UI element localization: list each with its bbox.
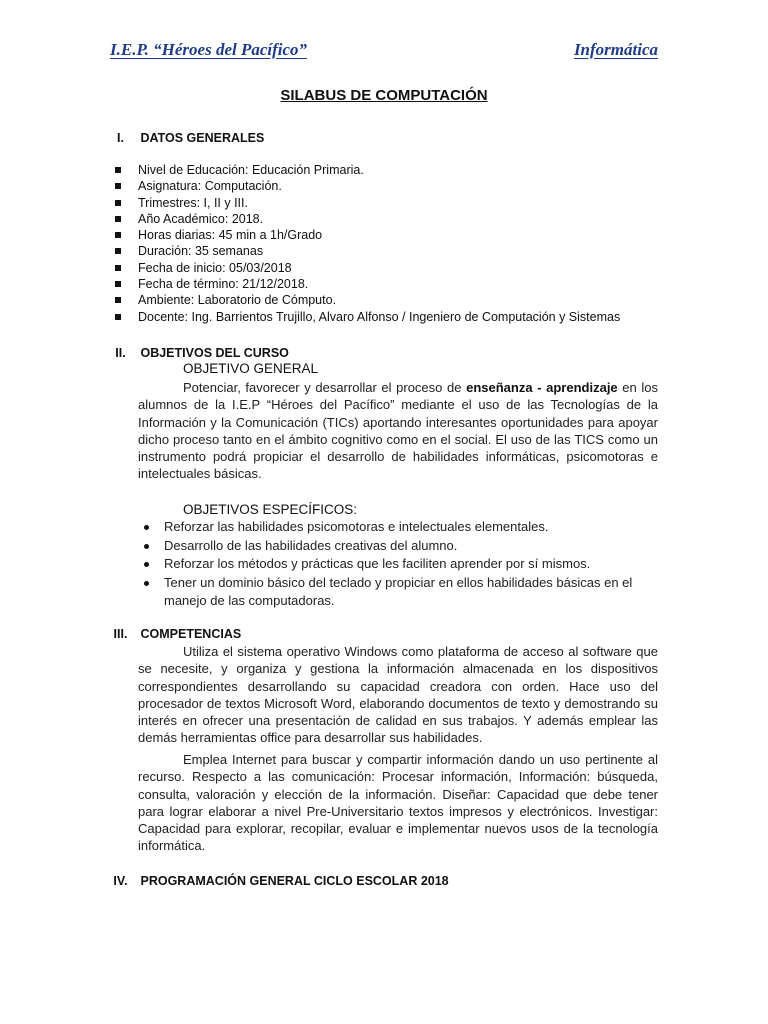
list-item (113, 195, 620, 211)
field-value: Laboratorio de Cómputo. (194, 293, 337, 308)
field-label: Horas diarias: (138, 228, 216, 243)
square-bullet-icon (115, 216, 121, 222)
document-title: SILABUS DE COMPUTACIÓN (280, 87, 488, 104)
section-title: OBJETIVOS DEL CURSO (140, 346, 289, 360)
square-bullet-icon (115, 232, 121, 238)
square-bullet-icon (115, 183, 121, 189)
list-item (113, 309, 620, 325)
competencias-paragraph-1: Utiliza el sistema operativo Windows como plataforma de acceso al software que se necesite, y organiza y gestiona la información almacenada en los dispositivos correspondientes desarrollando su capacidad creadora con orden. Hace uso del procesador de textos Microsoft Word, elaborando documentos de texto y demostrando su interés en ofrecer una presentación de calidad en sus trabajos. Y además emplear las demás herramientas office para desarrollar sus habilidades. (138, 644, 658, 746)
square-bullet-icon (115, 297, 121, 303)
objetivos-especificos-list (138, 518, 658, 611)
field-label: Docente: (138, 309, 189, 324)
list-item (113, 227, 620, 243)
paragraph-text: Potenciar, favorecer y desarrollar el proceso de (183, 380, 467, 395)
field-value: 05/03/2018 (225, 260, 292, 275)
field-label: Fecha de término: (138, 277, 239, 292)
bullet-icon (144, 525, 149, 530)
list-item (113, 260, 620, 276)
bullet-icon (144, 544, 149, 549)
square-bullet-icon (115, 248, 121, 254)
list-item-text: Tener un dominio básico del teclado y propiciar en ellos habilidades básicas en el manejo de las computadoras. (164, 574, 633, 608)
school-name-header: I.E.P. “Héroes del Pacífico” (110, 40, 308, 59)
section-heading-competencias (104, 627, 241, 641)
field-value: Ing. Barrientos Trujillo, Alvaro Alfonso / Ingeniero de Computación y Sistemas (188, 309, 621, 324)
square-bullet-icon (115, 281, 121, 287)
list-item (138, 518, 658, 537)
list-item (138, 574, 658, 611)
section-number: IV. (113, 874, 128, 888)
list-item-text: Desarrollo de las habilidades creativas del alumno. (164, 537, 458, 553)
section-title: PROGRAMACIÓN GENERAL CICLO ESCOLAR 2018 (140, 874, 449, 888)
field-value: 35 semanas (191, 244, 264, 259)
section-title: COMPETENCIAS (140, 627, 242, 641)
objetivos-especificos-heading: OBJETIVOS ESPECÍFICOS: (183, 502, 358, 517)
bullet-icon (144, 581, 149, 586)
section-number: I. (117, 131, 124, 145)
section-number: II. (115, 346, 126, 360)
section-heading-objetivos (104, 346, 289, 360)
list-item (113, 243, 620, 259)
field-label: Año Académico: (138, 211, 229, 226)
field-label: Trimestres: (138, 195, 201, 210)
list-item (113, 292, 620, 308)
list-item (113, 276, 620, 292)
section-heading-datos (104, 131, 264, 145)
bullet-icon (144, 562, 149, 567)
competencias-paragraph-2: Emplea Internet para buscar y compartir información dando un uso pertinente al recurso. Respecto a las comunicación: Procesar información, Información: búsqueda, consulta, valoración y elección de la información. Diseñar: Capacidad que debe tener para lograr elaborar a nivel Pre-Universitario textos impresos y electrónicos. Investigar: Capacidad para explorar, recopilar, evaluar e implementar nuevos usos de la tecnología informática. (138, 752, 658, 854)
list-item (113, 162, 620, 178)
list-item (138, 555, 658, 574)
field-value: 2018. (228, 211, 264, 226)
paragraph-text: en los alumnos de la I.E.P “Héroes del Pacífico” mediante el uso de las Tecnologías de la Información y la Comunicación (TICs) aportando interesantes oportunidades para apoyar dicho proceso tanto en el ámbito cognitivo como en el social. El uso de las TICS como un instrumento podrá propiciar el desarrollo de habilidades informáticas, psicomotoras e intelectuales básicas. (138, 380, 658, 482)
field-label: Ambiente: (138, 293, 195, 308)
section-title: DATOS GENERALES (140, 131, 265, 145)
square-bullet-icon (115, 167, 121, 173)
square-bullet-icon (115, 265, 121, 271)
list-item (113, 211, 620, 227)
field-value: 45 min a 1h/Grado (215, 228, 323, 243)
field-value: I, II y III. (200, 195, 248, 210)
datos-generales-list (113, 162, 620, 325)
section-number: III. (113, 627, 128, 641)
list-item-text: Reforzar las habilidades psicomotoras e intelectuales elementales. (164, 519, 549, 534)
objetivo-general-paragraph (138, 379, 658, 483)
field-value: Computación. (201, 179, 282, 194)
square-bullet-icon (115, 314, 121, 320)
list-item (113, 178, 620, 194)
field-value: Educación Primaria. (248, 163, 364, 177)
square-bullet-icon (115, 200, 121, 206)
field-label: Asignatura: (138, 179, 202, 194)
field-label: Fecha de inicio: (138, 260, 226, 275)
field-label: Duración: (138, 244, 192, 259)
list-item (138, 537, 658, 556)
field-label: Nivel de Educación: (138, 163, 249, 177)
section-heading-programacion (104, 874, 449, 888)
subject-header: Informática (573, 40, 658, 59)
emphasis-text: enseñanza - aprendizaje (466, 380, 618, 395)
field-value: 21/12/2018. (238, 277, 309, 292)
list-item-text: Reforzar los métodos y prácticas que les faciliten aprender por sí mismos. (164, 556, 591, 571)
objetivo-general-heading: OBJETIVO GENERAL (183, 361, 319, 376)
